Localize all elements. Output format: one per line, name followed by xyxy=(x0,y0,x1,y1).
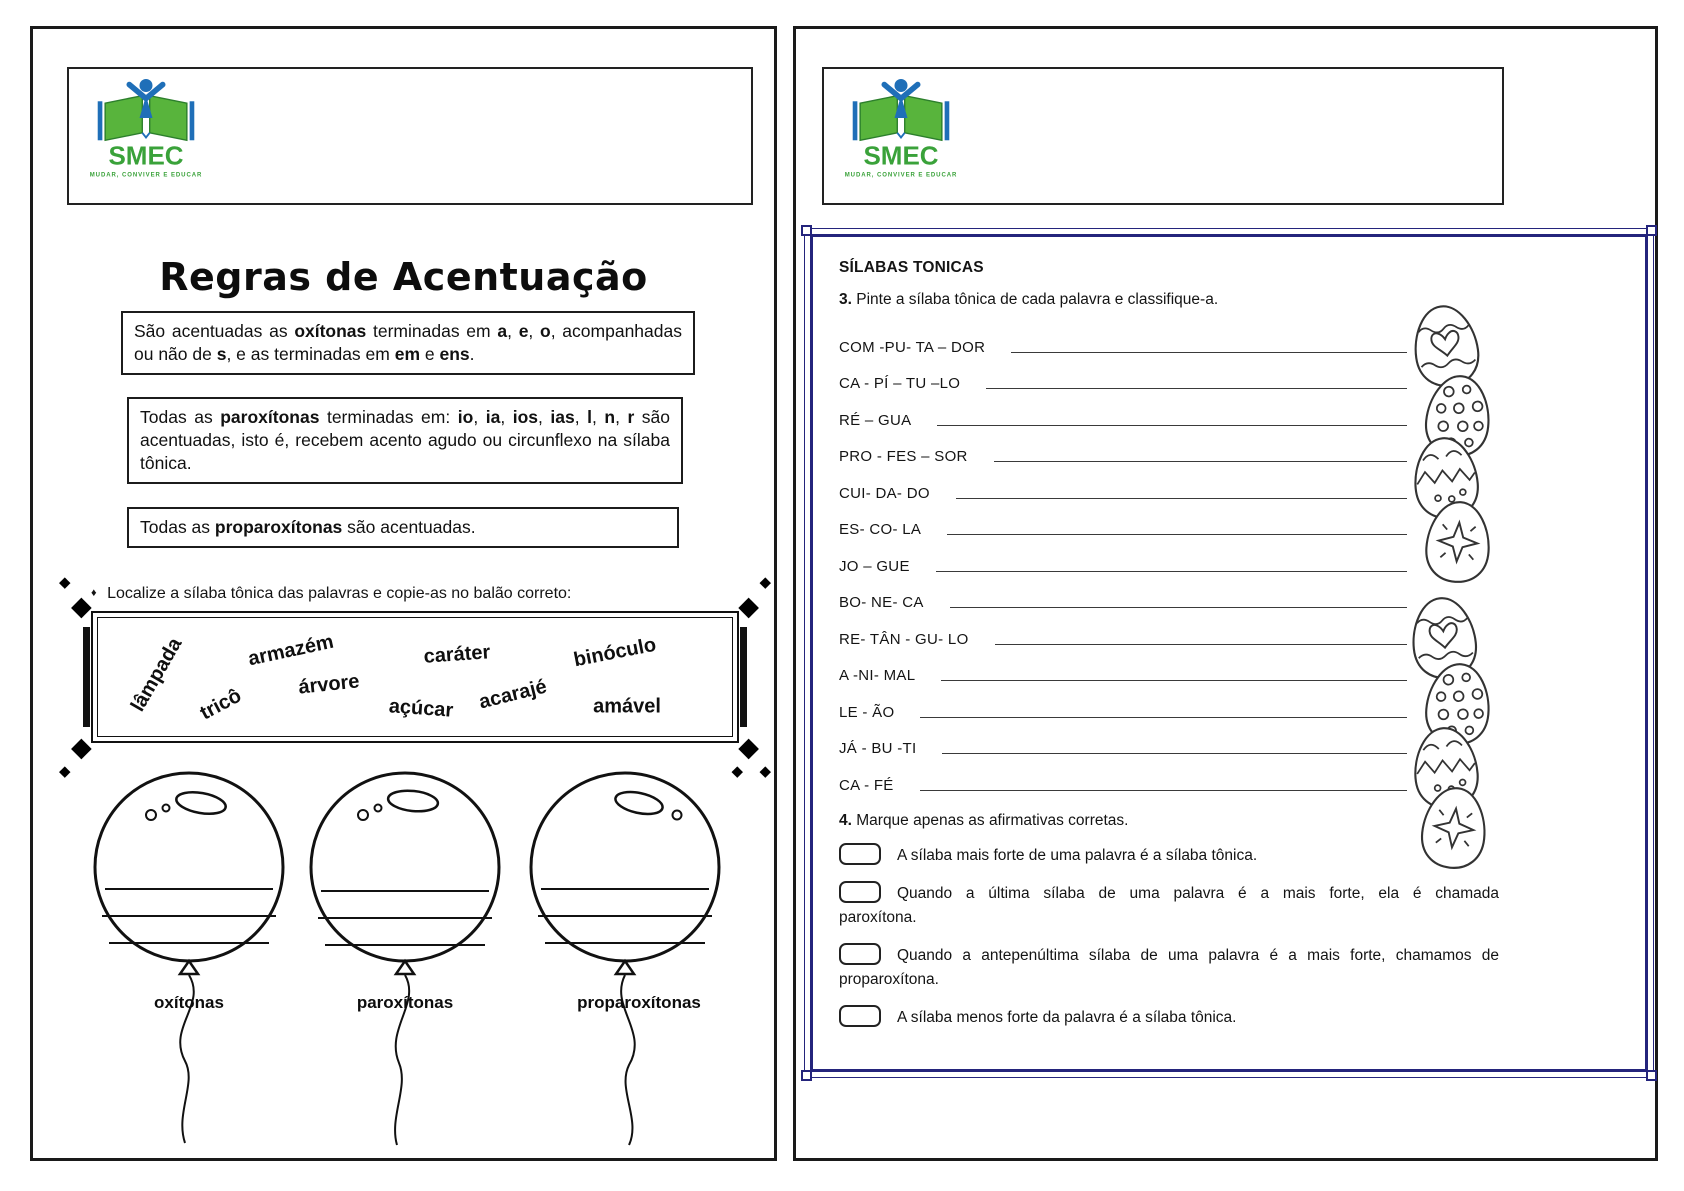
frame-corner-ornament xyxy=(801,225,812,236)
syllable-word: LE - ÃO xyxy=(839,703,895,721)
section-title: SÍLABAS TONICAS xyxy=(839,259,984,276)
balloon-drawing xyxy=(525,769,725,1151)
answer-line[interactable] xyxy=(995,633,1407,645)
answer-line[interactable] xyxy=(994,450,1407,462)
diamond-bullet-icon: ♦ xyxy=(91,587,97,599)
syllable-word-row xyxy=(839,467,1407,504)
word-pool-word: caráter xyxy=(422,641,492,668)
corner-diamond-icon: ◆ xyxy=(71,732,92,763)
syllable-word-list xyxy=(839,321,1619,796)
answer-line[interactable] xyxy=(936,560,1407,572)
statement-row xyxy=(839,881,1499,930)
egg-star-icon xyxy=(1420,497,1496,588)
corner-diamond-icon: ◆ xyxy=(759,762,771,780)
decorative-frame xyxy=(810,234,1648,1072)
answer-line[interactable] xyxy=(1011,341,1407,353)
answer-checkbox[interactable] xyxy=(839,843,881,865)
answer-checkbox[interactable] xyxy=(839,1005,881,1027)
answer-line[interactable] xyxy=(947,523,1407,535)
syllable-word: CA - PÍ – TU –LO xyxy=(839,375,961,392)
logo-person-icon xyxy=(140,79,153,92)
header-box xyxy=(822,67,1504,205)
logo-tagline: MUDAR, CONVIVER E EDUCAR xyxy=(844,172,958,179)
smec-logo xyxy=(836,75,966,187)
balloon-label: paroxítonas xyxy=(356,993,454,1012)
answer-line[interactable] xyxy=(937,414,1407,426)
accent-rule-box: Todas as proparoxítonas são acentuadas. xyxy=(127,507,679,548)
question-3-prompt: 3. Pinte a sílaba tônica de cada palavra e classifique-a. xyxy=(839,291,1219,308)
word-pool-word: lâmpada xyxy=(126,634,187,716)
corner-diamond-icon: ◆ xyxy=(738,591,759,622)
balloon-paroxitonas[interactable] xyxy=(305,769,505,1151)
syllable-word-row xyxy=(839,431,1407,468)
syllable-word-row xyxy=(839,358,1407,395)
corner-diamond-icon: ◆ xyxy=(59,573,71,591)
corner-diamond-icon: ◆ xyxy=(759,573,771,591)
question-4-prompt: 4. Marque apenas as afirmativas corretas. xyxy=(839,811,1129,829)
statement-text: Quando a última sílaba de uma palavra é a mais forte, ela é chamada paroxítona. xyxy=(839,884,1499,926)
statement-row xyxy=(839,1005,1619,1030)
answer-line[interactable] xyxy=(941,669,1407,681)
syllable-word-row xyxy=(839,686,1407,723)
syllable-word: JÁ - BU -TI xyxy=(839,740,917,757)
syllable-word: COM -PU- TA – DOR xyxy=(839,338,986,356)
syllable-word: CA - FÉ xyxy=(839,776,894,794)
word-pool-word: amável xyxy=(593,695,661,718)
answer-checkbox[interactable] xyxy=(839,943,881,965)
answer-checkbox[interactable] xyxy=(839,881,881,903)
statement-text: A sílaba menos forte da palavra é a sílaba tônica. xyxy=(897,1008,1237,1026)
answer-line[interactable] xyxy=(942,742,1407,754)
instruction-line xyxy=(91,585,571,603)
logo-tagline: MUDAR, CONVIVER E EDUCAR xyxy=(89,172,203,179)
syllable-word-row xyxy=(839,504,1407,541)
statement-text: A sílaba mais forte de uma palavra é a sílaba tônica. xyxy=(897,846,1258,864)
logo-person-icon xyxy=(895,79,908,92)
logo-acronym: SMEC xyxy=(108,140,184,171)
syllable-word: BO- NE- CA xyxy=(839,594,924,611)
word-pool-word: armazém xyxy=(246,630,336,671)
accent-rule-box: Todas as paroxítonas terminadas em: io, ia, ios, ias, l, n, r são acentuadas, isto é, recebem acento agudo ou circunflexo na sílaba tônica. xyxy=(127,397,683,484)
edge-bar xyxy=(83,627,90,727)
syllable-word: PRO - FES – SOR xyxy=(839,448,968,465)
statement-row xyxy=(839,843,1619,868)
left-worksheet-page xyxy=(30,26,777,1161)
frame-corner-ornament xyxy=(1646,1070,1657,1081)
answer-line[interactable] xyxy=(950,596,1407,608)
balloon-drawing xyxy=(305,769,505,1151)
syllable-word: CUI- DA- DO xyxy=(839,484,930,502)
syllable-word: RÉ – GUA xyxy=(839,411,912,429)
corner-diamond-icon: ◆ xyxy=(731,762,743,780)
syllable-word: RE- TÂN - GU- LO xyxy=(839,630,969,648)
worksheet-title: Regras de Acentuação xyxy=(159,255,648,299)
balloon-oxitonas[interactable] xyxy=(89,769,289,1151)
syllable-word-row xyxy=(839,577,1407,614)
syllable-word-row xyxy=(839,759,1407,796)
logo-acronym: SMEC xyxy=(863,140,939,171)
instruction-text: Localize a sílaba tônica das palavras e copie-as no balão correto: xyxy=(107,585,572,602)
syllable-word-row xyxy=(839,650,1407,687)
corner-diamond-icon: ◆ xyxy=(71,591,92,622)
syllable-word: JO – GUE xyxy=(839,557,910,575)
syllable-word: ES- CO- LA xyxy=(839,521,922,538)
answer-line[interactable] xyxy=(986,377,1407,389)
accent-rule-box: São acentuadas as oxítonas terminadas em a, e, o, acompanhadas ou não de s, e as terminadas em em e ens. xyxy=(121,311,695,375)
smec-logo xyxy=(81,75,211,187)
word-pool-word: árvore xyxy=(297,670,361,699)
corner-diamond-icon: ◆ xyxy=(738,732,759,763)
syllable-word: A -NI- MAL xyxy=(839,667,916,684)
word-pool-word: acarajé xyxy=(476,675,550,714)
frame-corner-ornament xyxy=(801,1070,812,1081)
answer-line[interactable] xyxy=(956,487,1407,499)
egg-star-icon xyxy=(1415,782,1494,875)
answer-line[interactable] xyxy=(920,706,1407,718)
syllable-word-row xyxy=(839,540,1407,577)
balloon-drawing xyxy=(89,769,289,1151)
frame-corner-ornament xyxy=(1646,225,1657,236)
word-pool-word: binóculo xyxy=(571,633,658,672)
syllable-word-row xyxy=(839,723,1407,760)
statement-row xyxy=(839,943,1499,992)
answer-line[interactable] xyxy=(920,779,1407,791)
balloon-label: oxítonas xyxy=(154,993,224,1012)
syllable-word-row xyxy=(839,321,1407,358)
balloon-proparoxitonas[interactable] xyxy=(525,769,725,1151)
right-worksheet-page xyxy=(793,26,1658,1161)
syllable-word-row xyxy=(839,613,1407,650)
corner-diamond-icon: ◆ xyxy=(59,762,71,780)
statement-text: Quando a antepenúltima sílaba de uma palavra é a mais forte, chamamos de proparoxítona. xyxy=(839,946,1499,988)
word-pool-word: tricô xyxy=(196,684,246,725)
edge-bar xyxy=(740,627,747,727)
word-pool-word: açúcar xyxy=(388,695,454,722)
balloon-label: proparoxítonas xyxy=(577,993,701,1012)
header-box xyxy=(67,67,753,205)
syllable-word-row xyxy=(839,394,1407,431)
